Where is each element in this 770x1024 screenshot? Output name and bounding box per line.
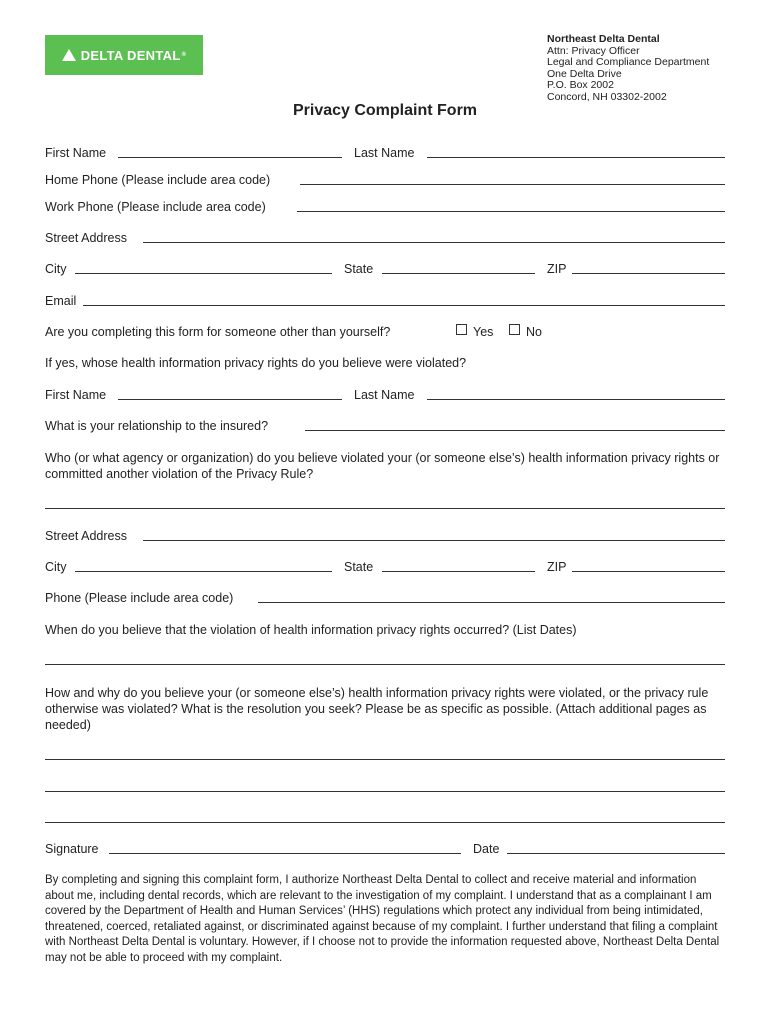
delta-triangle-icon (62, 49, 76, 61)
street-address-label: Street Address (45, 231, 127, 245)
violator-zip-field[interactable] (572, 571, 725, 572)
whose-rights-question: If yes, whose health information privacy rights do you believe were violated? (45, 356, 467, 370)
yes-label: Yes (473, 325, 494, 339)
registered-mark: ® (181, 52, 187, 58)
how-question: How and why do you believe your (or someone else’s) health information privacy rights were violated, or the privacy rule otherwise was violated? What is the resolution you seek? Please be as specific as possible. (Attach additional pages as needed) (45, 686, 709, 732)
home-phone-label: Home Phone (Please include area code) (45, 173, 271, 187)
other-first-name-field[interactable] (118, 399, 342, 400)
violator-city-field[interactable] (75, 571, 332, 572)
other-last-name-label: Last Name (354, 388, 415, 402)
violator-question: Who (or what agency or organization) do you believe violated your (or someone else’s) health information privacy rights or committed another violation of the Privacy Rule? (45, 451, 720, 481)
relationship-field[interactable] (305, 430, 725, 431)
first-name-field[interactable] (118, 157, 342, 158)
city-field[interactable] (75, 273, 332, 274)
how-field-line-3[interactable] (45, 822, 725, 823)
delta-dental-logo (45, 35, 203, 75)
violator-phone-label: Phone (Please include area code) (45, 591, 234, 605)
work-phone-field[interactable] (297, 211, 725, 212)
signature-label: Signature (45, 842, 99, 856)
violator-state-label: State (344, 560, 374, 574)
zip-label: ZIP (547, 262, 567, 276)
date-field[interactable] (507, 853, 725, 854)
last-name-field[interactable] (427, 157, 725, 158)
yes-checkbox[interactable] (456, 324, 467, 335)
violator-state-field[interactable] (382, 571, 535, 572)
no-label: No (526, 325, 542, 339)
email-label: Email (45, 294, 77, 308)
violator-zip-label: ZIP (547, 560, 567, 574)
address-line: Legal and Compliance Department (547, 56, 710, 68)
zip-field[interactable] (572, 273, 725, 274)
signature-field[interactable] (109, 853, 461, 854)
consent-paragraph: By completing and signing this complaint form, I authorize Northeast Delta Dental to collect and receive material and information about me, including dental records, which are relevant to the investigation of my complaint. I understand that as a complainant I am covered by the Department of Health and Human Services’ (HHS) regulations which protect any individual from being intimidated, threatened, coerced, retaliated against, or discriminated against because of my complaint. I further understand that filing a complaint with Northeast Delta Dental is voluntary. However, if I choose not to provide the information requested above, Northeast Delta Dental may not be able to proceed with my complaint. (45, 874, 720, 964)
state-field[interactable] (382, 273, 535, 274)
no-checkbox[interactable] (509, 324, 520, 335)
street-address-field[interactable] (143, 242, 725, 243)
address-line: Concord, NH 03302-2002 (547, 90, 667, 103)
mailing-address (547, 34, 709, 103)
when-question: When do you believe that the violation of health information privacy rights occurred? (List Dates) (45, 623, 577, 637)
when-field[interactable] (45, 664, 725, 665)
violator-city-label: City (45, 560, 67, 574)
violator-name-field[interactable] (45, 508, 725, 509)
home-phone-field[interactable] (300, 184, 725, 185)
other-first-name-label: First Name (45, 388, 107, 402)
address-line: Attn: Privacy Officer (547, 44, 640, 57)
work-phone-label: Work Phone (Please include area code) (45, 200, 266, 214)
address-name: Northeast Delta Dental (547, 33, 660, 45)
city-label: City (45, 262, 67, 276)
address-line: P.O. Box 2002 (547, 79, 614, 91)
email-field[interactable] (83, 305, 725, 306)
logo-text: DELTA DENTAL (80, 47, 181, 63)
first-name-label: First Name (45, 146, 107, 160)
violator-phone-field[interactable] (258, 602, 725, 603)
other-last-name-field[interactable] (427, 399, 725, 400)
relationship-label: What is your relationship to the insured? (45, 419, 269, 433)
other-person-question: Are you completing this form for someone other than yourself? (45, 325, 391, 339)
last-name-label: Last Name (354, 146, 415, 160)
date-label: Date (473, 842, 500, 856)
address-line: One Delta Drive (547, 67, 622, 80)
violator-street-label: Street Address (45, 529, 127, 543)
state-label: State (344, 262, 374, 276)
how-field-line-2[interactable] (45, 791, 725, 792)
form-title: Privacy Complaint Form (292, 102, 478, 119)
how-field-line-1[interactable] (45, 759, 725, 760)
violator-street-field[interactable] (143, 540, 725, 541)
